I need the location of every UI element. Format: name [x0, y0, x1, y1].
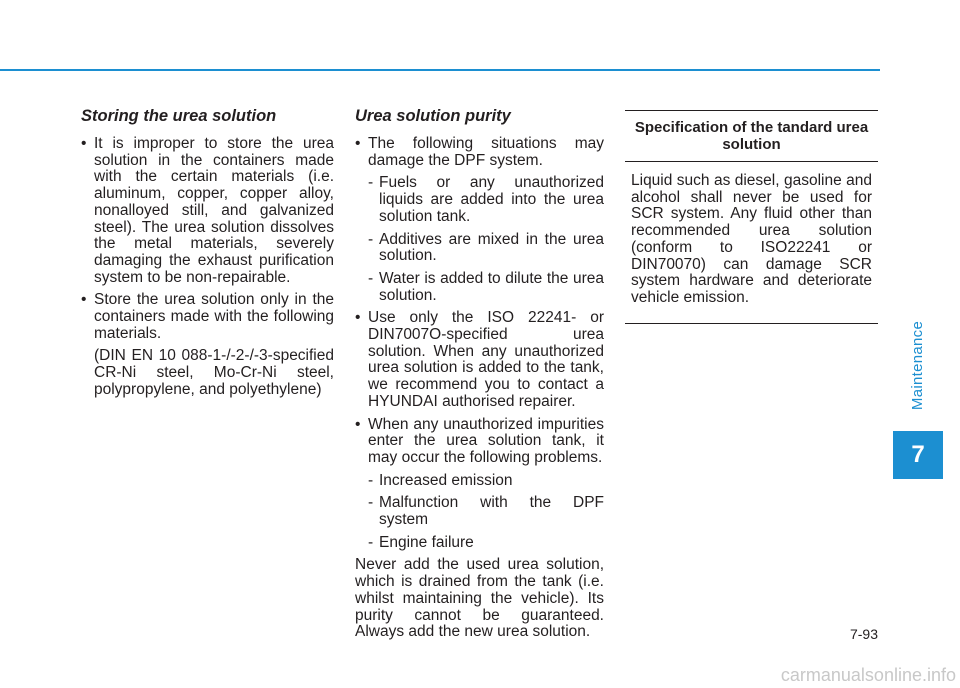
purity-bullet-2: • Use only the ISO 22241- or DIN7007O-specified urea solution. When any unauthorized urea solution is added to the tank, we recommend you to contact a HYUNDAI authorised repairer.	[355, 310, 604, 410]
storing-bullet-1: • It is improper to store the urea solution in the containers made with the certain materials (i.e. aluminum, copper, copper alloy, nonalloyed still, and galvanized steel). The urea solution dissolves the metal materials, severely damaging the exhaust purification system to be non-repairable.	[81, 136, 334, 286]
problem-item: - Engine failure	[355, 535, 604, 552]
problem-item: - Malfunction with the DPF system	[355, 495, 604, 528]
storing-title: Storing the urea solution	[81, 107, 277, 125]
purity-title: Urea solution purity	[355, 107, 511, 125]
purity-bullet-1: • The following situations may damage the DPF system.	[355, 136, 604, 169]
spec-frame	[625, 110, 878, 324]
situation-item: - Water is added to dilute the urea solution.	[355, 271, 604, 304]
spec-body: Liquid such as diesel, gasoline and alcohol shall never be used for SCR system. Any fluid other than recommended urea solution (conform to ISO22241 or DIN70070) can damage SCR system hardware and deteriorate vehicle emission.	[631, 172, 872, 306]
chapter-tab: 7	[893, 431, 943, 479]
purity-bullet-3: • When any unauthorized impurities enter the urea solution tank, it may occur the following problems.	[355, 417, 604, 467]
purity-closing: Never add the used urea solution, which is drained from the tank (i.e. whilst maintaining the vehicle). Its purity cannot be guaranteed. Always add the new urea solution.	[355, 556, 604, 641]
situation-item: - Additives are mixed in the urea solution.	[355, 232, 604, 265]
storing-materials: (DIN EN 10 088-1-/-2-/-3-specified CR-Ni steel, Mo-Cr-Ni steel, polypropylene, and polyethylene)	[94, 347, 334, 398]
problem-item: - Increased emission	[355, 473, 604, 490]
column-purity	[355, 106, 604, 641]
section-label-text: Maintenance	[909, 320, 927, 410]
header-rule	[0, 69, 880, 71]
watermark: carmanualsonline.info	[780, 665, 956, 685]
spec-box	[625, 110, 878, 324]
column-storing	[81, 106, 334, 405]
spec-title: Specification of the tandard urea solution	[625, 111, 878, 162]
situation-item: - Fuels or any unauthorized liquids are added into the urea solution tank.	[355, 175, 604, 225]
storing-bullet-2: • Store the urea solution only in the containers made with the following materials.	[81, 292, 334, 342]
section-label	[893, 300, 943, 430]
page-number: 7-93	[849, 626, 878, 642]
